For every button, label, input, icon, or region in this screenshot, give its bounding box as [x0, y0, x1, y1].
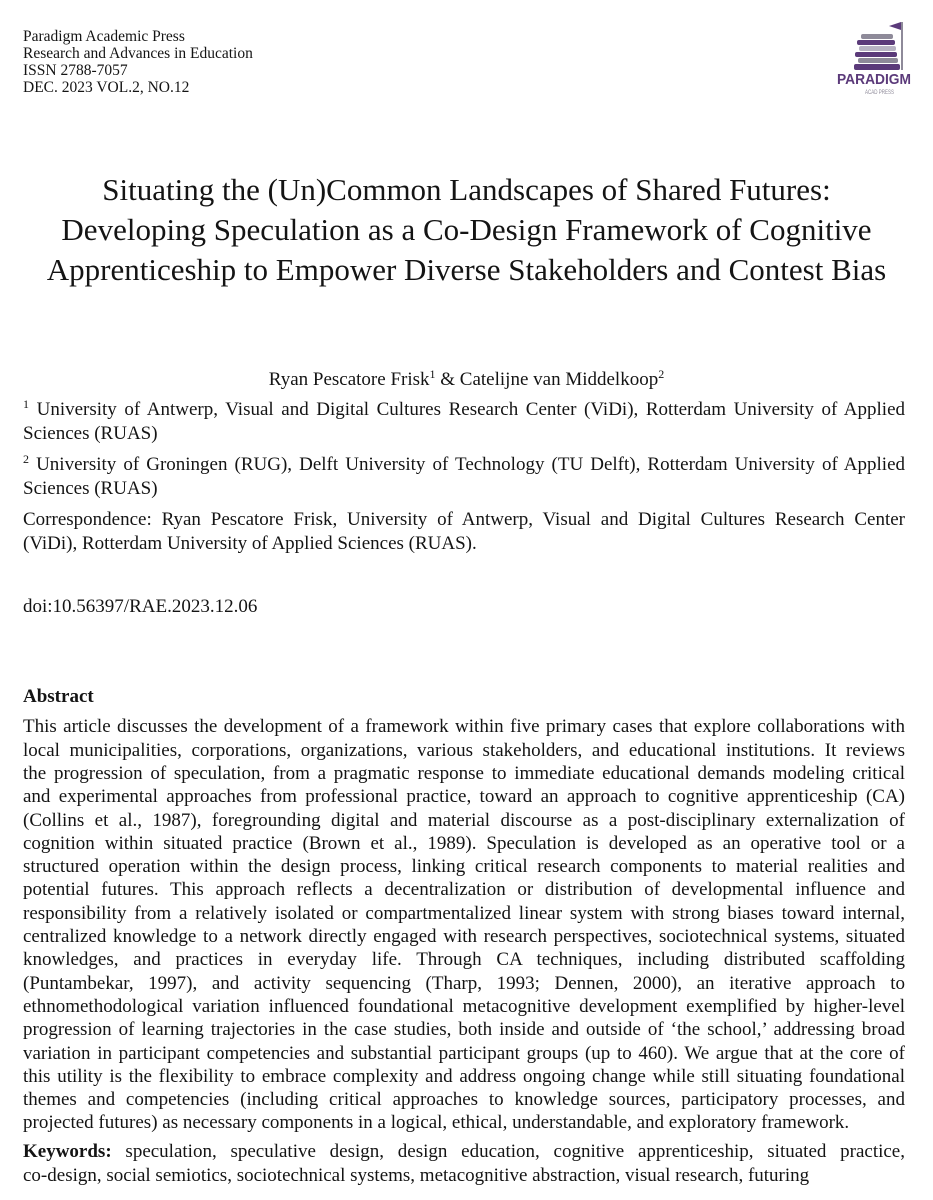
doi: doi:10.56397/RAE.2023.12.06: [23, 596, 258, 618]
author-affiliation-mark: 1: [429, 367, 436, 381]
abstract-line: local municipalities, corporations, organizations, various stakeholders, and educational institutions. It reviews: [23, 739, 905, 761]
affiliation-line: Sciences (RUAS): [23, 477, 158, 499]
title-line: Developing Speculation as a Co-Design Framework of Cognitive: [61, 212, 872, 247]
keywords-line: [23, 1140, 905, 1163]
title-line: Apprenticeship to Empower Diverse Stakeholders and Contest Bias: [46, 252, 887, 287]
abstract-line: the progression of speculation, from a pragmatic response to immediate educational demands modeling critical: [23, 762, 905, 784]
abstract-line: knowledges, and practices in everyday life. Through CA techniques, including distributed scaffolding: [23, 949, 905, 971]
abstract-line: this utility is the flexibility to embrace complexity and address ongoing change while still situating foundational: [23, 1065, 905, 1087]
journal-name: Research and Advances in Education: [23, 45, 253, 62]
abstract-body: [23, 715, 905, 1134]
book-layer: [858, 58, 898, 63]
abstract-line: themes and competencies (including critical approaches to knowledge sources, participatory processes, and: [23, 1089, 905, 1111]
abstract-line: This article discusses the development of a framework within five primary cases that explore collaborations with: [23, 716, 905, 738]
keywords-text: speculation, speculative design, design education, cognitive apprenticeship, situated practice,: [125, 1141, 905, 1163]
abstract-line: structured operation within the design process, linking critical research components to material realities and: [23, 856, 905, 878]
author-name: Ryan Pescatore Frisk: [268, 369, 430, 390]
abstract-line: and experimental approaches from professional practice, toward an approach to cognitive apprenticeship (CA): [23, 786, 905, 808]
correspondence-line: (ViDi), Rotterdam University of Applied Sciences (RUAS).: [23, 532, 477, 554]
affiliation-line: Sciences (RUAS): [23, 422, 158, 444]
affiliation-mark: 1: [23, 397, 29, 412]
abstract-line: cognition within situated practice (Brown et al., 1989). Speculation is developed as an operative tool or a: [23, 832, 905, 854]
logo-subtext: ACAD PRESS: [865, 90, 894, 96]
book-layer: [861, 34, 893, 39]
affiliation-2: [23, 453, 905, 500]
abstract-line: centralized knowledge to a network directly engaged with research perspectives, sociotechnical systems, situated: [23, 926, 905, 948]
author-affiliation-mark: 2: [658, 367, 665, 381]
keywords-line: co-design, social semiotics, sociotechnical systems, metacognitive abstraction, visual research, futuring: [23, 1164, 810, 1186]
logo-wordmark: PARADIGM: [837, 71, 911, 88]
abstract-line: (Collins et al., 1987), foregrounding digital and material discourse as a post-disciplinary externalization of: [23, 809, 905, 831]
affiliation-1: [23, 398, 905, 445]
abstract-line: ethnomethodological variation influenced foundational metacognitive development exemplified by higher-level: [23, 995, 905, 1017]
author-name: Catelijne van Middelkoop: [459, 369, 659, 390]
book-layer: [855, 52, 897, 57]
correspondence-line: Correspondence: Ryan Pescatore Frisk, University of Antwerp, Visual and Digital Cultures Research Center: [23, 509, 905, 531]
title-line: Situating the (Un)Common Landscapes of Shared Futures:: [102, 172, 831, 207]
abstract-line: potential futures. This approach reflects a decentralization or distribution of developmental influence and: [23, 879, 905, 901]
abstract-line: variation in participant competencies and substantial participant groups (up to 460). We argue that at the core of: [23, 1042, 905, 1064]
journal-issue: DEC. 2023 VOL.2, NO.12: [23, 79, 190, 96]
book-layer: [857, 40, 895, 45]
publisher-logo: [832, 18, 916, 98]
paper-title: [0, 170, 933, 290]
book-stack-icon: [854, 22, 903, 70]
journal-issn: ISSN 2788-7057: [23, 62, 128, 79]
author-list: [0, 368, 933, 391]
flag-pole: [901, 22, 903, 70]
affiliation-text: University of Antwerp, Visual and Digital Cultures Research Center (ViDi), Rotterdam University of Applied: [36, 399, 906, 421]
abstract-line: (Puntambekar, 1997), and activity sequencing (Tharp, 1993; Dennen, 2000), an iterative approach to: [23, 972, 905, 994]
affiliation-line: [23, 453, 905, 476]
abstract-heading: Abstract: [23, 686, 94, 708]
affiliation-line: [23, 398, 905, 421]
abstract-line: responsibility from a relatively isolated or compartmentalized linear system with strong biases toward internal,: [23, 902, 905, 924]
flag-icon: [889, 22, 901, 30]
affiliation-text: University of Groningen (RUG), Delft University of Technology (TU Delft), Rotterdam University of Applied: [36, 454, 905, 476]
keywords: [23, 1140, 905, 1187]
affiliation-mark: 2: [23, 452, 29, 467]
keywords-label: Keywords:: [23, 1141, 112, 1163]
publisher-name: Paradigm Academic Press: [23, 28, 185, 45]
abstract-line: projected futures) as necessary components in a logical, ethical, understandable, and exploratory framework.: [23, 1112, 850, 1134]
journal-header: [23, 28, 253, 96]
author-separator: &: [435, 369, 460, 390]
correspondence: [23, 508, 905, 555]
book-layer: [859, 46, 896, 51]
book-layer: [854, 64, 900, 70]
abstract-line: progression of learning trajectories in the case studies, both inside and outside of ‘the school,’ addressing broad: [23, 1019, 905, 1041]
